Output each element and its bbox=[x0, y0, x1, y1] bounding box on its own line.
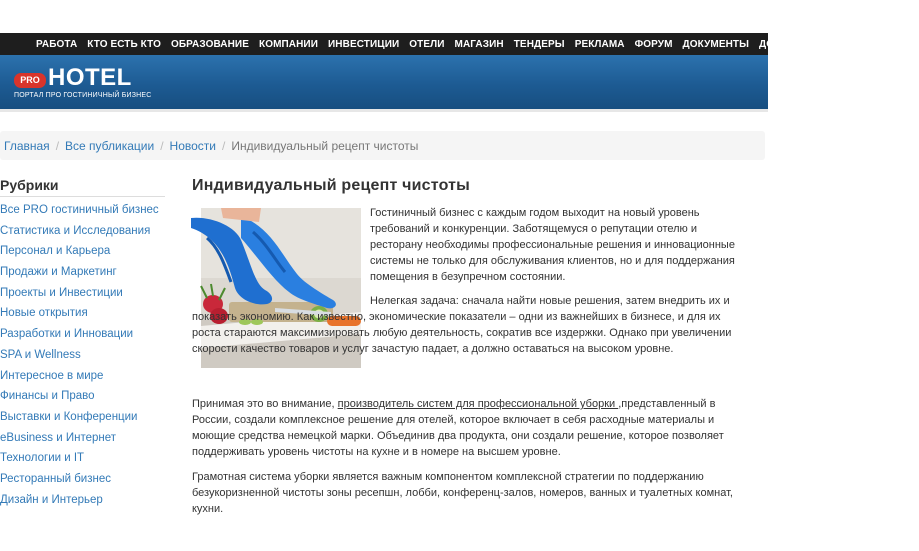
article-paragraph-3-end: ,представленный в России, создали комплексное решение для отелей, которое включает в себя расходные материалы и моющие средства немецкой марки. Объединив два продукта, они создали решение, которое позволяет поддерживать уровень чистоты на кухне и в номере на высшем уровне. bbox=[192, 398, 724, 459]
sidebar-item[interactable]: Новые открытия bbox=[0, 307, 88, 320]
sidebar-item[interactable]: Проекты и Инвестиции bbox=[0, 286, 123, 299]
top-nav-item[interactable]: ФОРУМ bbox=[634, 38, 673, 50]
breadcrumb-separator: / bbox=[160, 138, 164, 153]
sidebar-item[interactable]: Персонал и Карьера bbox=[0, 245, 111, 258]
top-nav-item[interactable]: ОТЕЛИ bbox=[409, 38, 445, 50]
sidebar-item[interactable]: Интересное в мире bbox=[0, 369, 104, 382]
sidebar-item[interactable]: Продажи и Маркетинг bbox=[0, 266, 117, 279]
article-inline-link[interactable]: производитель систем для профессиональной уборки bbox=[337, 398, 619, 410]
sidebar-item[interactable]: Разработки и Инновации bbox=[0, 328, 134, 341]
breadcrumb-separator: / bbox=[55, 138, 60, 153]
sidebar-item[interactable]: Все PRO гостиничный бизнес bbox=[0, 204, 159, 216]
logo-pro-badge: PRO bbox=[14, 73, 46, 88]
logo-wordmark: HOTEL bbox=[48, 64, 132, 91]
top-nav-item[interactable]: МАГАЗИН bbox=[454, 38, 504, 50]
top-nav-item[interactable]: КТО ЕСТЬ КТО bbox=[87, 38, 161, 50]
article-paragraph-3-start: Принимая это во внимание, bbox=[192, 398, 338, 410]
top-nav-item[interactable]: ОБРАЗОВАНИЕ bbox=[170, 38, 249, 50]
top-nav-item[interactable]: РАБОТА bbox=[36, 38, 78, 50]
logo-tagline: ПОРТАЛ ПРО ГОСТИНИЧНЫЙ БИЗНЕС bbox=[14, 92, 152, 99]
breadcrumb bbox=[0, 131, 765, 160]
sidebar-item[interactable]: eBusiness и Интернет bbox=[0, 431, 117, 444]
sidebar-list bbox=[0, 200, 170, 510]
top-nav-list bbox=[36, 33, 919, 55]
sidebar-item[interactable]: Ресторанный бизнес bbox=[0, 472, 112, 485]
article-paragraph-4: Грамотная система уборки является важным компонентом комплексной стратегии по поддержанию безукоризненной чистоты зоны ресепшн, лобби, конференц-залов, номеров, ванных и туалетных комнат, кухни. bbox=[192, 471, 733, 516]
top-nav-item[interactable]: ДОКУМЕНТЫ bbox=[682, 38, 750, 50]
top-navigation bbox=[0, 33, 909, 55]
breadcrumb-current: Индивидуальный рецепт чистоты bbox=[231, 138, 419, 153]
top-nav-item[interactable]: ТЕНДЕРЫ bbox=[513, 38, 565, 50]
sidebar-item[interactable]: Финансы и Право bbox=[0, 390, 95, 403]
top-nav-item[interactable]: КОМПАНИИ bbox=[258, 38, 319, 50]
breadcrumb-publications[interactable]: Все публикации bbox=[65, 138, 155, 153]
article-title: Индивидуальный рецепт чистоты bbox=[192, 177, 471, 194]
sidebar-rubrics bbox=[0, 175, 170, 510]
sidebar-item[interactable]: Технологии и IT bbox=[0, 452, 85, 465]
breadcrumb-home[interactable]: Главная bbox=[4, 138, 50, 153]
breadcrumb-news[interactable]: Новости bbox=[169, 138, 216, 153]
sidebar-item[interactable]: Выставки и Конференции bbox=[0, 410, 138, 423]
article-paragraph-1: Гостиничный бизнес с каждым годом выходит на новый уровень требований и конкуренции. Заботящемуся о репутации отелю и ресторану необходимы профессиональные решения и инновационные системы не только для обслуживания клиентов, но и для поддержания помещения в безупречном состоянии. bbox=[370, 207, 735, 284]
breadcrumb-separator: / bbox=[221, 138, 226, 153]
article-paragraph-3 bbox=[192, 396, 746, 460]
article bbox=[192, 175, 752, 516]
sidebar-item[interactable]: Статистика и Исследования bbox=[0, 224, 151, 237]
sidebar-item[interactable]: SPA и Wellness bbox=[0, 348, 81, 361]
top-nav-item[interactable]: ИНВЕСТИЦИИ bbox=[328, 38, 400, 50]
site-header bbox=[0, 55, 768, 112]
sidebar-title: Рубрики bbox=[0, 175, 165, 197]
article-paragraph-2: Нелегкая задача: сначала найти новые решения, затем внедрить их и показать экономию. Как известно, экономические показатели – одни из важнейших в бизнесе, и для их роста стараются максимизировать любую деятельность, сократив все издержки. Однако при увеличении скорости качество товаров и услуг зачастую падает, а должно оставаться на высоком уровне. bbox=[192, 295, 732, 356]
top-nav-item[interactable]: ДОСТОПРИМЕЧАТЕЛЬНОСТИ bbox=[759, 38, 909, 50]
sidebar-item[interactable]: Дизайн и Интерьер bbox=[0, 493, 103, 506]
top-nav-item[interactable]: РЕКЛАМА bbox=[574, 38, 625, 50]
